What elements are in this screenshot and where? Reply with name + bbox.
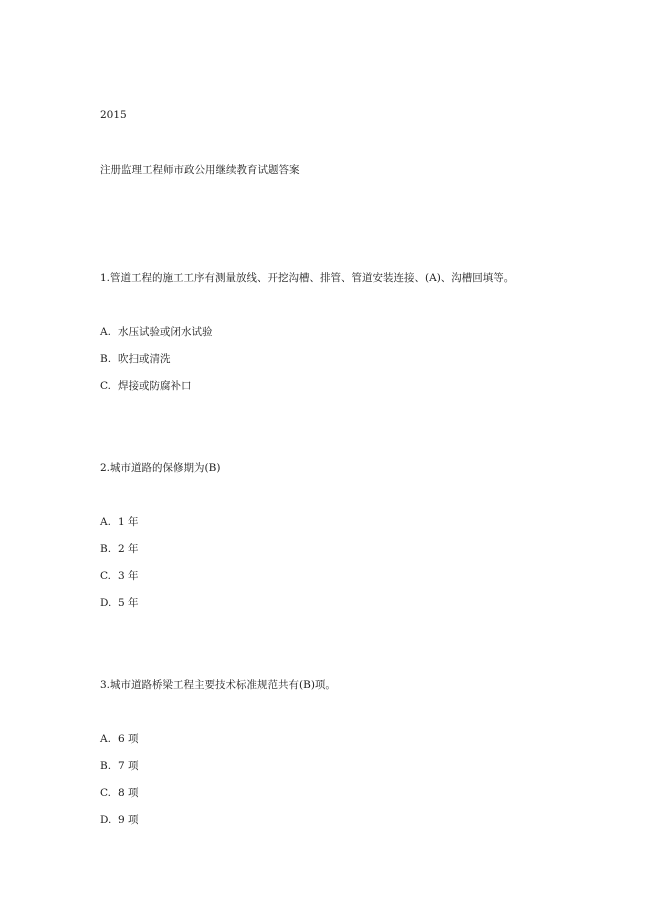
option-letter: B. [100,543,112,555]
option-text: 5 年 [118,597,139,609]
option-b [100,759,139,773]
option-letter: C. [100,380,111,392]
question-text: 3.城市道路桥梁工程主要技术标准规范共有(B)项。 [100,679,336,691]
option-d [100,813,139,827]
option-c [100,379,192,393]
option-text: 吹扫或清洗 [118,353,171,365]
option-letter: A. [100,326,111,338]
option-text: 9 项 [118,814,139,826]
option-letter: C. [100,787,111,799]
option-letter: A. [100,733,111,745]
option-b [100,352,171,366]
option-text: 2 年 [118,543,139,555]
option-text: 水压试验或闭水试验 [118,326,213,338]
option-text: 1 年 [118,516,139,528]
option-a [100,325,213,339]
option-text: 6 项 [118,733,139,745]
option-text: 8 项 [118,787,139,799]
option-letter: B. [100,760,112,772]
question-text: 1.管道工程的施工工序有测量放线、开挖沟槽、排管、管道安装连接、(A)、沟槽回填等。 [100,272,515,284]
option-text: 焊接或防腐补口 [118,380,192,392]
option-d [100,596,139,610]
option-a [100,515,139,529]
option-text: 3 年 [118,570,139,582]
option-letter: D. [100,597,112,609]
option-letter: D. [100,814,112,826]
option-text: 7 项 [118,760,139,772]
option-c [100,569,139,583]
option-c [100,786,139,800]
year-label: 2015 [100,109,127,121]
option-letter: C. [100,570,111,582]
option-b [100,542,139,556]
question-text: 2.城市道路的保修期为(B) [100,462,221,474]
document-title: 注册监理工程师市政公用继续教育试题答案 [100,164,300,176]
option-letter: A. [100,516,111,528]
option-letter: B. [100,353,112,365]
option-a [100,732,139,746]
